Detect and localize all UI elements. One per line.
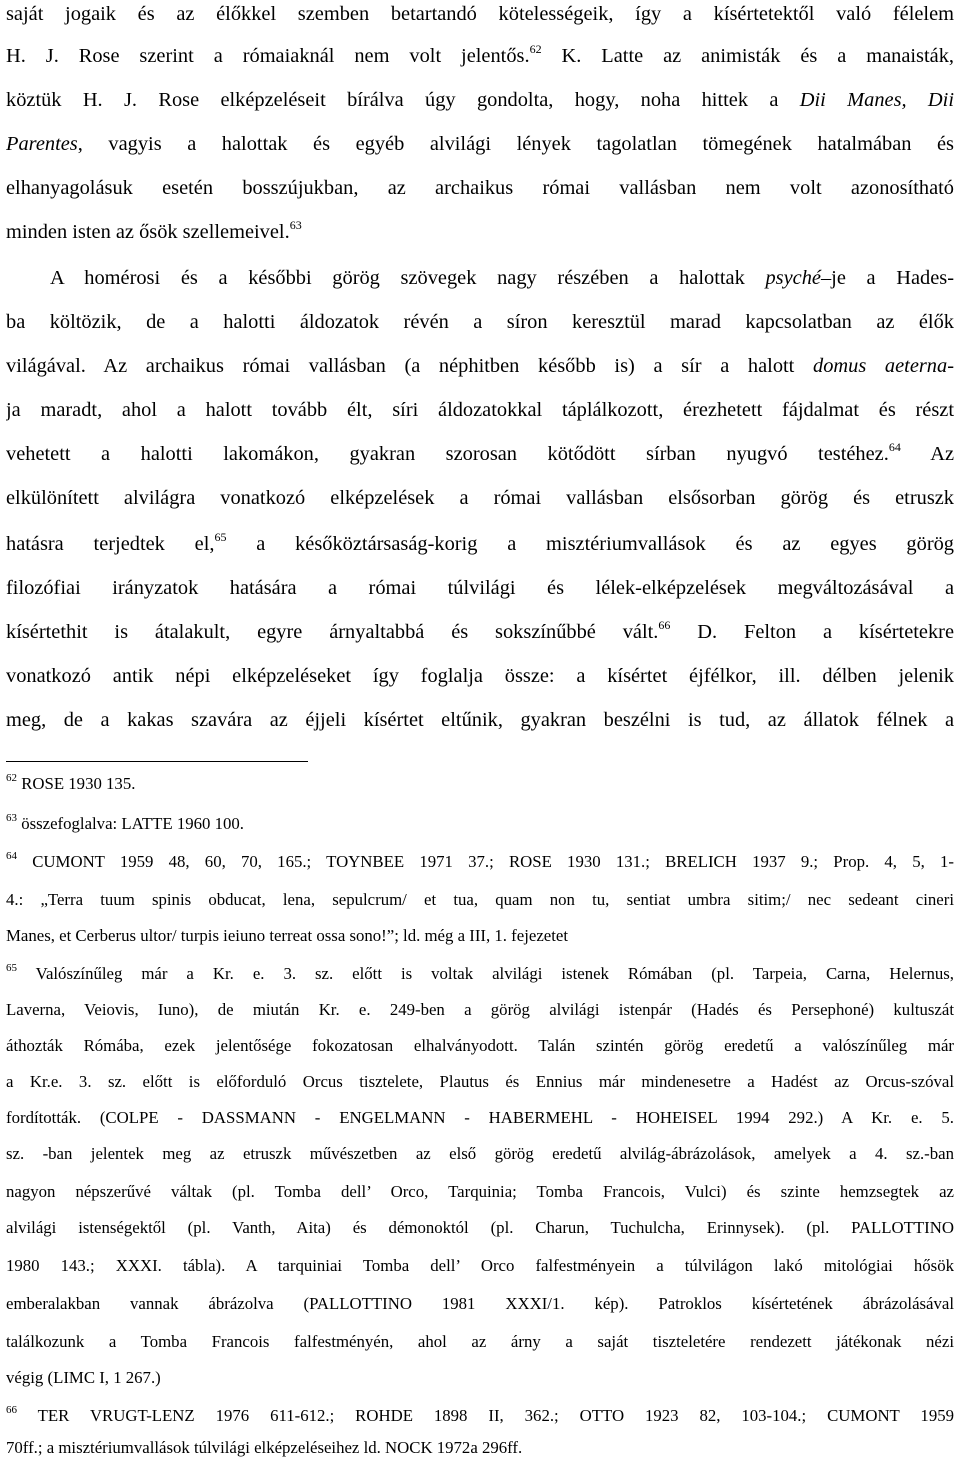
footnote-line: 1980 143.; XXXI. tábla). A tarquiniai Tomba dell’ Orco falfestményein a túlvilágon lakó mitológiai hősök: [6, 1256, 954, 1275]
footnote-line: végig (LIMC I, 1 267.): [6, 1368, 161, 1387]
body-line: H. J. Rose szerint a rómaiaknál nem volt jelentős.$^{62}$ K. Latte az animisták és a manaisták,: [6, 42, 954, 67]
footnote-line: alvilági istenségektől (pl. Vanth, Aita) és démonoktól (pl. Charun, Tuchulcha, Erinnysek). (pl. PALLOTTINO: [6, 1218, 954, 1237]
footnote-line: $^{63}$ összefoglalva: LATTE 1960 100.: [6, 812, 244, 833]
footnote-line: $^{66}$ TER VRUGT-LENZ 1976 611-612.; ROHDE 1898 II, 362.; OTTO 1923 82, 103-104.; CUMONT 1959: [6, 1404, 954, 1425]
footnote-ref: 64: [888, 440, 901, 454]
footnote-line: $^{64}$ CUMONT 1959 48, 60, 70, 165.; TOYNBEE 1971 37.; ROSE 1930 131.; BRELICH 1937 9.; Prop. 4, 5, 1-: [6, 850, 954, 871]
body-line: Parentes, vagyis a halottak és egyéb alvilági lények tagolatlan tömegének hatalmában és: [6, 133, 954, 155]
footnote-number: 62: [6, 772, 17, 784]
footnote-number: 65: [6, 962, 17, 974]
footnote-line: találkozunk a Tomba Francois falfestményén, ahol az árny a saját tiszteletére rendezett játékonak nézi: [6, 1332, 954, 1351]
footnote-line: $^{65}$ Valószínűleg már a Kr. e. 3. sz. előtt is voltak alvilági istenek Rómában (pl. Tarpeia, Carna, Helernus,: [6, 962, 954, 983]
footnote-ref: 65: [214, 530, 227, 544]
body-line: köztük H. J. Rose elképzeléseit bírálva úgy gondolta, hogy, noha hittek a Dii Manes, Dii: [6, 89, 954, 111]
body-line: ja maradt, ahol a halott tovább élt, síri áldozatokkal táplálkozott, érezhetett fájdalmat és részt: [6, 399, 954, 421]
footnote-line: sz. -ban jelentek meg az etruszk művészetben az első görög eredetű alvilág-ábrázolások, amelyek a 4. sz.-ban: [6, 1144, 954, 1163]
footnote-line: a Kr.e. 3. sz. előtt is előforduló Orcus tisztelete, Plautus és Ennius már mindenesetre a Hadést az Orcus-szóval: [6, 1072, 954, 1091]
footnote-line: Laverna, Veiovis, Iuno), de miután Kr. e. 249-ben a görög alvilági istenpár (Hadés és Persephoné) kultuszát: [6, 1000, 954, 1019]
footnote-line: nagyon népszerűvé váltak (pl. Tomba dell’ Orco, Tarquinia; Tomba Francois, Vulci) és szinte hemzsegtek az: [6, 1182, 954, 1201]
footnote-line: 70ff.; a misztériumvallások túlvilági elképzeléseihez ld. NOCK 1972a 296ff.: [6, 1438, 523, 1457]
body-line: filozófiai irányzatok hatására a római túlvilági és lélek-elképzelések megváltozásával a: [6, 577, 954, 599]
footnote-ref: 62: [529, 42, 542, 56]
body-line: minden isten az ősök szellemeivel.$^{63}$: [6, 218, 302, 243]
footnote-ref: 63: [289, 218, 302, 232]
footnote-number: 63: [6, 812, 17, 824]
body-line: vonatkozó antik népi elképzeléseket így foglalja össze: a kísértet éjfélkor, ill. délben jelenik: [6, 665, 954, 687]
footnote-line: emberalakban vannak ábrázolva (PALLOTTINO 1981 XXXI/1. kép). Patroklos kísértetének ábrázolásával: [6, 1294, 954, 1313]
footnote-line: $^{62}$ ROSE 1930 135.: [6, 772, 136, 793]
body-line: elkülönített alvilágra vonatkozó elképzelések a római vallásban elsősorban görög és etruszk: [6, 487, 954, 509]
body-line: A homérosi és a későbbi görög szövegek nagy részében a halottak psyché–je a Hades-: [50, 267, 954, 289]
footnote-line: fordították. (COLPE - DASSMANN - ENGELMANN - HABERMEHL - HOHEISEL 1994 292.) A Kr. e. 5.: [6, 1108, 954, 1127]
footnote-number: 66: [6, 1404, 17, 1416]
body-line: hatásra terjedtek el,$^{65}$ a későköztársaság-korig a misztériumvallások és az egyes görög: [6, 530, 954, 555]
body-line: kísértethit is átalakult, egyre árnyaltabbá és sokszínűbbé vált.$^{66}$ D. Felton a kísértetekre: [6, 618, 954, 643]
footnote-ref: 66: [658, 618, 671, 632]
body-line: saját jogaik és az élőkkel szemben betartandó kötelességeik, így a kísértetektől való félelem: [6, 3, 954, 25]
body-line: ba költözik, de a halotti áldozatok révén a síron keresztül marad kapcsolatban az élők: [6, 311, 954, 333]
body-line: elhanyagolásuk esetén bosszújukban, az archaikus római vallásban nem volt azonosítható: [6, 177, 954, 199]
body-line: vehetett a halotti lakomákon, gyakran szorosan kötődött sírban nyugvó testéhez.$^{64}$ Az: [6, 440, 954, 465]
footnote-separator: [6, 761, 308, 762]
footnote-line: 4.: „Terra tuum spinis obducat, lena, sepulcrum/ et tua, quam non tu, sentiat umbra sitim;/ nec sedeant cineri: [6, 890, 954, 909]
footnote-line: áthozták Rómába, ezek jelentősége fokozatosan elhalványodott. Talán szintén görög eredetű a valószínűleg már: [6, 1036, 954, 1055]
body-line: világával. Az archaikus római vallásban (a néphitben később is) a sír a halott domus aeterna-: [6, 355, 954, 377]
body-line: meg, de a kakas szavára az éjjeli kísértet eltűnik, gyakran beszélni is tud, az állatok félnek a: [6, 709, 954, 731]
footnote-line: Manes, et Cerberus ultor/ turpis ieiuno terreat ossa sono!”; ld. még a III, 1. fejezetet: [6, 926, 568, 945]
footnote-number: 64: [6, 850, 17, 862]
